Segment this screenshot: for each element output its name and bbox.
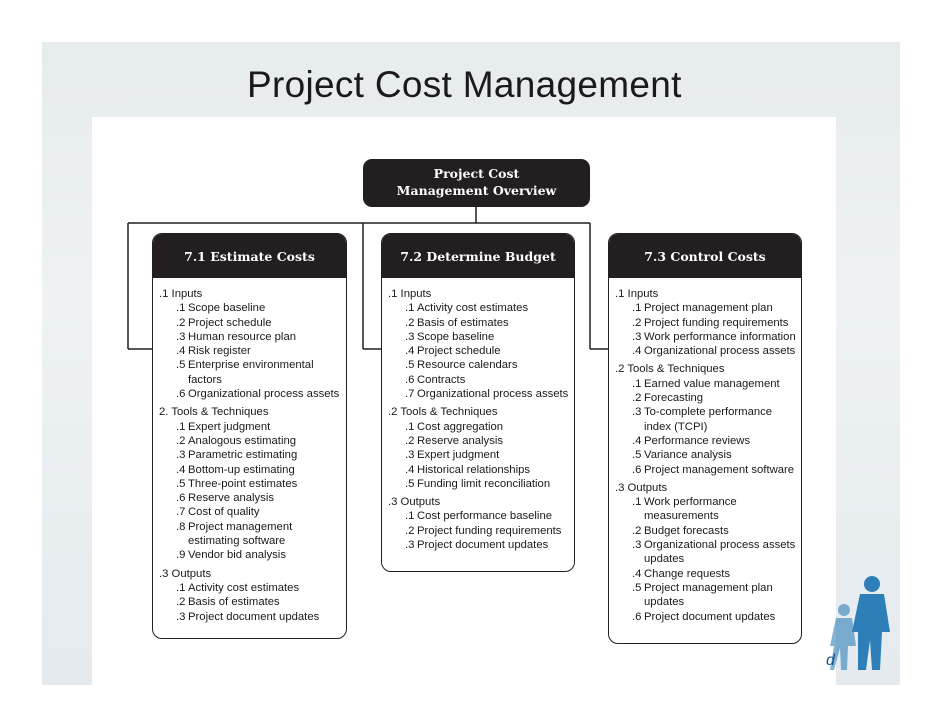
item-number: .6: [405, 373, 415, 386]
item-text: Project schedule: [188, 316, 272, 329]
process-group: [388, 405, 574, 491]
item-text: Contracts: [417, 373, 466, 386]
process-title: 7.1 Estimate Costs: [153, 234, 346, 278]
item-number: .1: [405, 510, 415, 523]
group-title: .3 Outputs: [388, 496, 441, 509]
list-item: [615, 301, 801, 315]
process-body: [609, 278, 801, 624]
item-text: Work performance measurements: [644, 496, 737, 523]
process-title: 7.2 Determine Budget: [382, 234, 574, 278]
item-text: Project document updates: [417, 539, 549, 552]
process-group: [159, 567, 346, 624]
item-text: Earned value management: [644, 377, 780, 390]
item-text: Reserve analysis: [417, 434, 504, 447]
item-number: .1: [176, 581, 186, 594]
item-text: Change requests: [644, 567, 731, 580]
item-text: Risk register: [188, 345, 251, 358]
item-number: .2: [632, 316, 642, 329]
item-number: .1: [176, 302, 186, 315]
slide-title: Project Cost Management: [247, 64, 682, 105]
list-item: [159, 301, 346, 315]
item-text: Expert judgment: [417, 449, 500, 462]
item-number: .6: [632, 610, 642, 623]
item-number: .3: [632, 539, 642, 552]
item-number: .3: [176, 330, 186, 343]
overview-line-1: Project Cost: [433, 166, 520, 181]
item-text: Human resource plan: [188, 330, 297, 343]
list-item: [615, 448, 801, 462]
item-text: Variance analysis: [644, 449, 732, 462]
list-item: [388, 387, 574, 401]
item-text: Project document updates: [644, 610, 776, 623]
list-item: [615, 405, 801, 434]
item-number: .6: [176, 388, 186, 401]
process-group: [615, 481, 801, 624]
item-text: Project management software: [644, 463, 795, 476]
group-title: .3 Outputs: [615, 481, 668, 494]
item-number: .1: [632, 377, 642, 390]
item-text: Cost of quality: [188, 506, 260, 519]
item-number: .2: [176, 316, 186, 329]
item-text: Basis of estimates: [417, 316, 509, 329]
item-number: .3: [176, 449, 186, 462]
item-number: .2: [405, 316, 415, 329]
list-item: [615, 344, 801, 358]
list-item: [388, 524, 574, 538]
item-number: .4: [405, 345, 415, 358]
item-text: Scope baseline: [188, 302, 266, 315]
list-item: [388, 477, 574, 491]
group-title: 2. Tools & Techniques: [159, 406, 269, 419]
item-number: .4: [632, 345, 642, 358]
item-number: .3: [405, 449, 415, 462]
item-number: .2: [176, 434, 186, 447]
list-item: [159, 581, 346, 595]
list-item: [388, 330, 574, 344]
item-text: Analogous estimating: [188, 434, 297, 447]
list-item: [388, 463, 574, 477]
item-text: Cost aggregation: [417, 420, 504, 433]
item-number: .1: [632, 302, 642, 315]
item-number: .4: [176, 345, 186, 358]
item-text: Three-point estimates: [188, 477, 298, 490]
process-body: [153, 278, 346, 624]
item-number: .4: [176, 463, 186, 476]
list-item: [615, 581, 801, 610]
list-item: [388, 316, 574, 330]
item-text: To-complete performance index (TCPI): [644, 406, 773, 433]
item-text: Scope baseline: [417, 330, 495, 343]
list-item: [159, 491, 346, 505]
item-text: Enterprise environmental factors: [188, 359, 314, 386]
svg-text:d: d: [826, 652, 835, 669]
list-item: [615, 377, 801, 391]
list-item: [159, 520, 346, 549]
overview-box: [363, 159, 590, 207]
item-text: Cost performance baseline: [417, 510, 553, 523]
item-number: .5: [176, 359, 186, 372]
item-text: Organizational process assets: [644, 345, 796, 358]
list-item: [388, 344, 574, 358]
item-number: .4: [632, 434, 642, 447]
item-number: .9: [176, 549, 186, 562]
list-item: [615, 495, 801, 524]
item-number: .1: [405, 302, 415, 315]
item-number: .7: [176, 506, 186, 519]
item-text: Funding limit reconciliation: [417, 477, 551, 490]
group-title: .2 Tools & Techniques: [388, 406, 498, 419]
list-item: [159, 344, 346, 358]
list-item: [159, 463, 346, 477]
list-item: [388, 434, 574, 448]
item-text: Activity cost estimates: [417, 302, 529, 315]
item-text: Bottom-up estimating: [188, 463, 295, 476]
list-item: [615, 391, 801, 405]
process-group: [615, 287, 801, 358]
item-number: .1: [632, 496, 642, 509]
item-text: Project schedule: [417, 345, 501, 358]
group-title: .1 Inputs: [615, 288, 659, 300]
item-number: .1: [405, 420, 415, 433]
group-title: .3 Outputs: [159, 567, 212, 580]
list-item: [615, 610, 801, 624]
item-number: .5: [405, 477, 415, 490]
list-item: [159, 448, 346, 462]
item-number: .3: [405, 330, 415, 343]
item-text: Activity cost estimates: [188, 581, 300, 594]
group-title: .1 Inputs: [388, 288, 432, 300]
item-number: .2: [632, 392, 642, 405]
item-text: Forecasting: [644, 392, 704, 405]
list-item: [388, 420, 574, 434]
item-number: .7: [405, 388, 415, 401]
item-number: .3: [405, 539, 415, 552]
item-number: .8: [176, 520, 186, 533]
list-item: [388, 358, 574, 372]
item-number: .4: [632, 567, 642, 580]
item-text: Vendor bid analysis: [188, 549, 286, 562]
item-number: .2: [632, 524, 642, 537]
process-box-estimate-costs: [152, 233, 347, 639]
process-body: [382, 278, 574, 552]
list-item: [388, 373, 574, 387]
list-item: [615, 316, 801, 330]
item-number: .3: [632, 330, 642, 343]
item-text: Reserve analysis: [188, 492, 275, 505]
item-number: .2: [176, 596, 186, 609]
item-text: Performance reviews: [644, 434, 751, 447]
item-number: .6: [176, 492, 186, 505]
item-text: Project management plan: [644, 302, 773, 315]
item-number: .4: [405, 463, 415, 476]
list-item: [159, 316, 346, 330]
list-item: [388, 538, 574, 552]
item-number: .3: [632, 406, 642, 419]
process-group: [615, 362, 801, 476]
item-text: Project management plan updates: [644, 581, 773, 609]
process-group: [159, 405, 346, 562]
item-text: Work performance information: [644, 330, 796, 343]
list-item: [159, 595, 346, 609]
item-text: Historical relationships: [417, 463, 531, 476]
item-number: .2: [405, 524, 415, 537]
list-item: [159, 610, 346, 624]
list-item: [615, 463, 801, 477]
item-text: Organizational process assets: [188, 388, 340, 401]
process-box-control-costs: [608, 233, 802, 644]
item-text: Project management estimating software: [188, 520, 293, 548]
company-logo: [820, 570, 900, 685]
group-title: .2 Tools & Techniques: [615, 363, 725, 376]
item-text: Project funding requirements: [417, 524, 562, 537]
item-number: .5: [405, 359, 415, 372]
list-item: [159, 387, 346, 401]
item-number: .5: [176, 477, 186, 490]
item-text: Organizational process assets updates: [644, 539, 796, 566]
process-title: 7.3 Control Costs: [609, 234, 801, 278]
list-item: [159, 477, 346, 491]
process-group: [388, 287, 574, 401]
list-item: [388, 301, 574, 315]
item-number: .5: [632, 449, 642, 462]
list-item: [615, 538, 801, 567]
list-item: [388, 448, 574, 462]
item-text: Basis of estimates: [188, 596, 280, 609]
item-number: .3: [176, 610, 186, 623]
item-number: .2: [405, 434, 415, 447]
item-number: .5: [632, 581, 642, 594]
list-item: [615, 330, 801, 344]
list-item: [159, 330, 346, 344]
process-group: [159, 287, 346, 401]
item-text: Parametric estimating: [188, 449, 298, 462]
item-number: .6: [632, 463, 642, 476]
item-text: Expert judgment: [188, 420, 271, 433]
item-number: .1: [176, 420, 186, 433]
process-box-determine-budget: [381, 233, 575, 572]
item-text: Resource calendars: [417, 359, 518, 372]
item-text: Project document updates: [188, 610, 320, 623]
list-item: [159, 505, 346, 519]
item-text: Organizational process assets: [417, 388, 569, 401]
list-item: [159, 434, 346, 448]
list-item: [388, 509, 574, 523]
list-item: [615, 524, 801, 538]
list-item: [615, 434, 801, 448]
item-text: Project funding requirements: [644, 316, 789, 329]
item-text: Budget forecasts: [644, 524, 729, 537]
group-title: .1 Inputs: [159, 288, 203, 300]
list-item: [159, 420, 346, 434]
overview-line-2: Management Overview: [396, 183, 557, 198]
process-group: [388, 495, 574, 552]
list-item: [159, 548, 346, 562]
list-item: [615, 567, 801, 581]
list-item: [159, 358, 346, 387]
